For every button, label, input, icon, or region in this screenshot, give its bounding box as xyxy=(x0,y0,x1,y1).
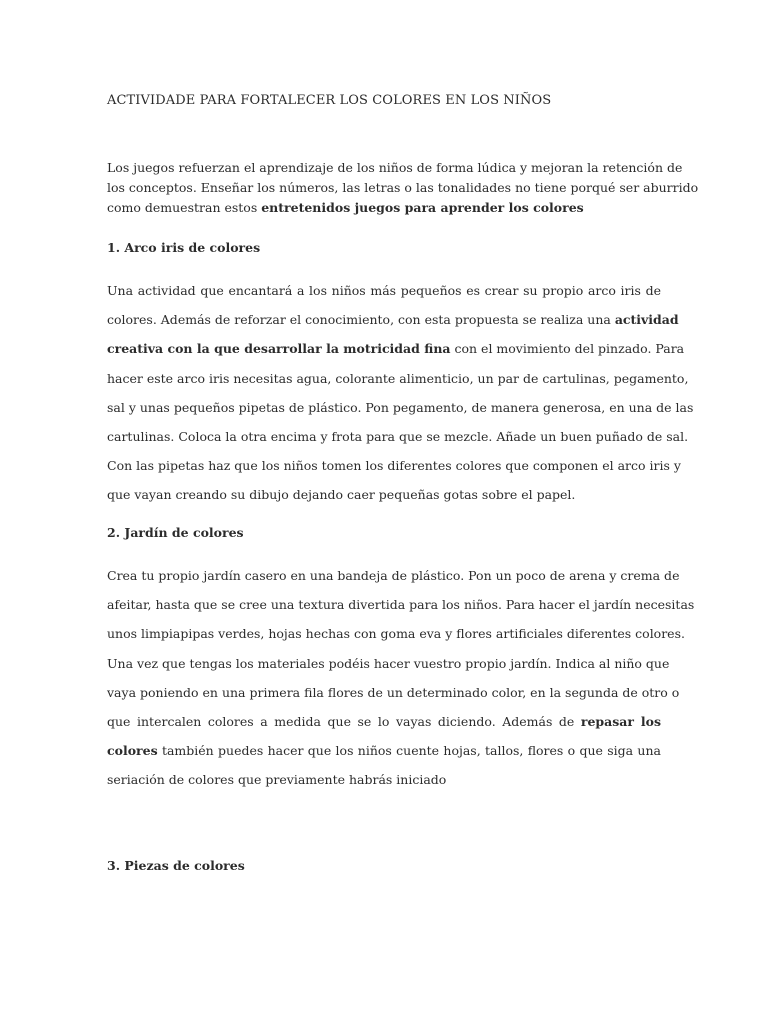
paragraph-line: que vayan creando su dibujo dejando caer pequeñas gotas sobre el papel. xyxy=(107,487,576,503)
paragraph-line: cartulinas. Coloca la otra encima y frota para que se mezcle. Añade un buen puñado de sal. xyxy=(107,429,689,445)
section-paragraph-jardin xyxy=(107,561,695,795)
paragraph-line: Con las pipetas haz que los niños tomen los diferentes colores que componen el arco iris y xyxy=(107,458,681,474)
paragraph-line: Una vez que tengas los materiales podéis hacer vuestro propio jardín. Indica al niño que xyxy=(107,655,670,671)
intro-line xyxy=(107,198,663,218)
paragraph-line: vaya poniendo en una primera fila flores de un determinado color, en la segunda de otro o xyxy=(107,684,680,700)
paragraph-line: unos limpiapipas verdes, hojas hechas con goma eva y flores artificiales diferentes colores. xyxy=(107,626,685,642)
paragraph-line xyxy=(107,736,661,765)
paragraph-line: Una actividad que encantará a los niños más pequeños es crear su propio arco iris de xyxy=(107,283,661,298)
section-heading-arco-iris: 1. Arco iris de colores xyxy=(107,240,261,255)
intro-line: Los juegos refuerzan el aprendizaje de los niños de forma lúdica y mejoran la retención de xyxy=(107,160,683,175)
paragraph-line xyxy=(107,707,661,736)
bold-phrase: creativa con la que desarrollar la motricidad fina xyxy=(107,341,451,357)
intro-line: los conceptos. Enseñar los números, las letras o las tonalidades no tiene porqué ser aburrido xyxy=(107,180,699,195)
paragraph-line: hacer este arco iris necesitas agua, colorante alimenticio, un par de cartulinas, pegamento, xyxy=(107,370,689,386)
bold-phrase: actividad xyxy=(614,312,679,328)
line-text: también puedes hacer que los niños cuente hojas, tallos, flores o que siga una xyxy=(157,743,661,759)
section-heading-jardin: 2. Jardín de colores xyxy=(107,525,244,540)
paragraph-line xyxy=(107,334,685,363)
paragraph-line: afeitar, hasta que se cree una textura divertida para los niños. Para hacer el jardín necesitas xyxy=(107,597,695,613)
section-paragraph-arco-iris xyxy=(107,276,694,510)
paragraph-line xyxy=(107,305,679,334)
section-heading-piezas: 3. Piezas de colores xyxy=(107,858,245,873)
intro-paragraph xyxy=(107,158,699,218)
bold-phrase: colores xyxy=(107,743,158,759)
intro-text: como demuestran estos xyxy=(107,200,262,215)
paragraph-line: Crea tu propio jardín casero en una bandeja de plástico. Pon un poco de arena y crema de xyxy=(107,568,680,583)
line-text: colores. Además de reforzar el conocimiento, con esta propuesta se realiza una xyxy=(107,312,615,328)
document-title: ACTIVIDADE PARA FORTALECER LOS COLORES EN LOS NIÑOS xyxy=(107,93,552,108)
paragraph-line: sal y unas pequeños pipetas de plástico. Pon pegamento, de manera generosa, en una de las xyxy=(107,399,694,415)
line-text: con el movimiento del pinzado. Para xyxy=(450,341,685,357)
intro-bold-link: entretenidos juegos para aprender los colores xyxy=(261,200,584,215)
paragraph-line: seriación de colores que previamente habrás iniciado xyxy=(107,772,447,788)
line-text: que intercalen colores a medida que se lo vayas diciendo. Además de xyxy=(107,714,581,730)
bold-phrase: repasar los xyxy=(580,714,662,730)
